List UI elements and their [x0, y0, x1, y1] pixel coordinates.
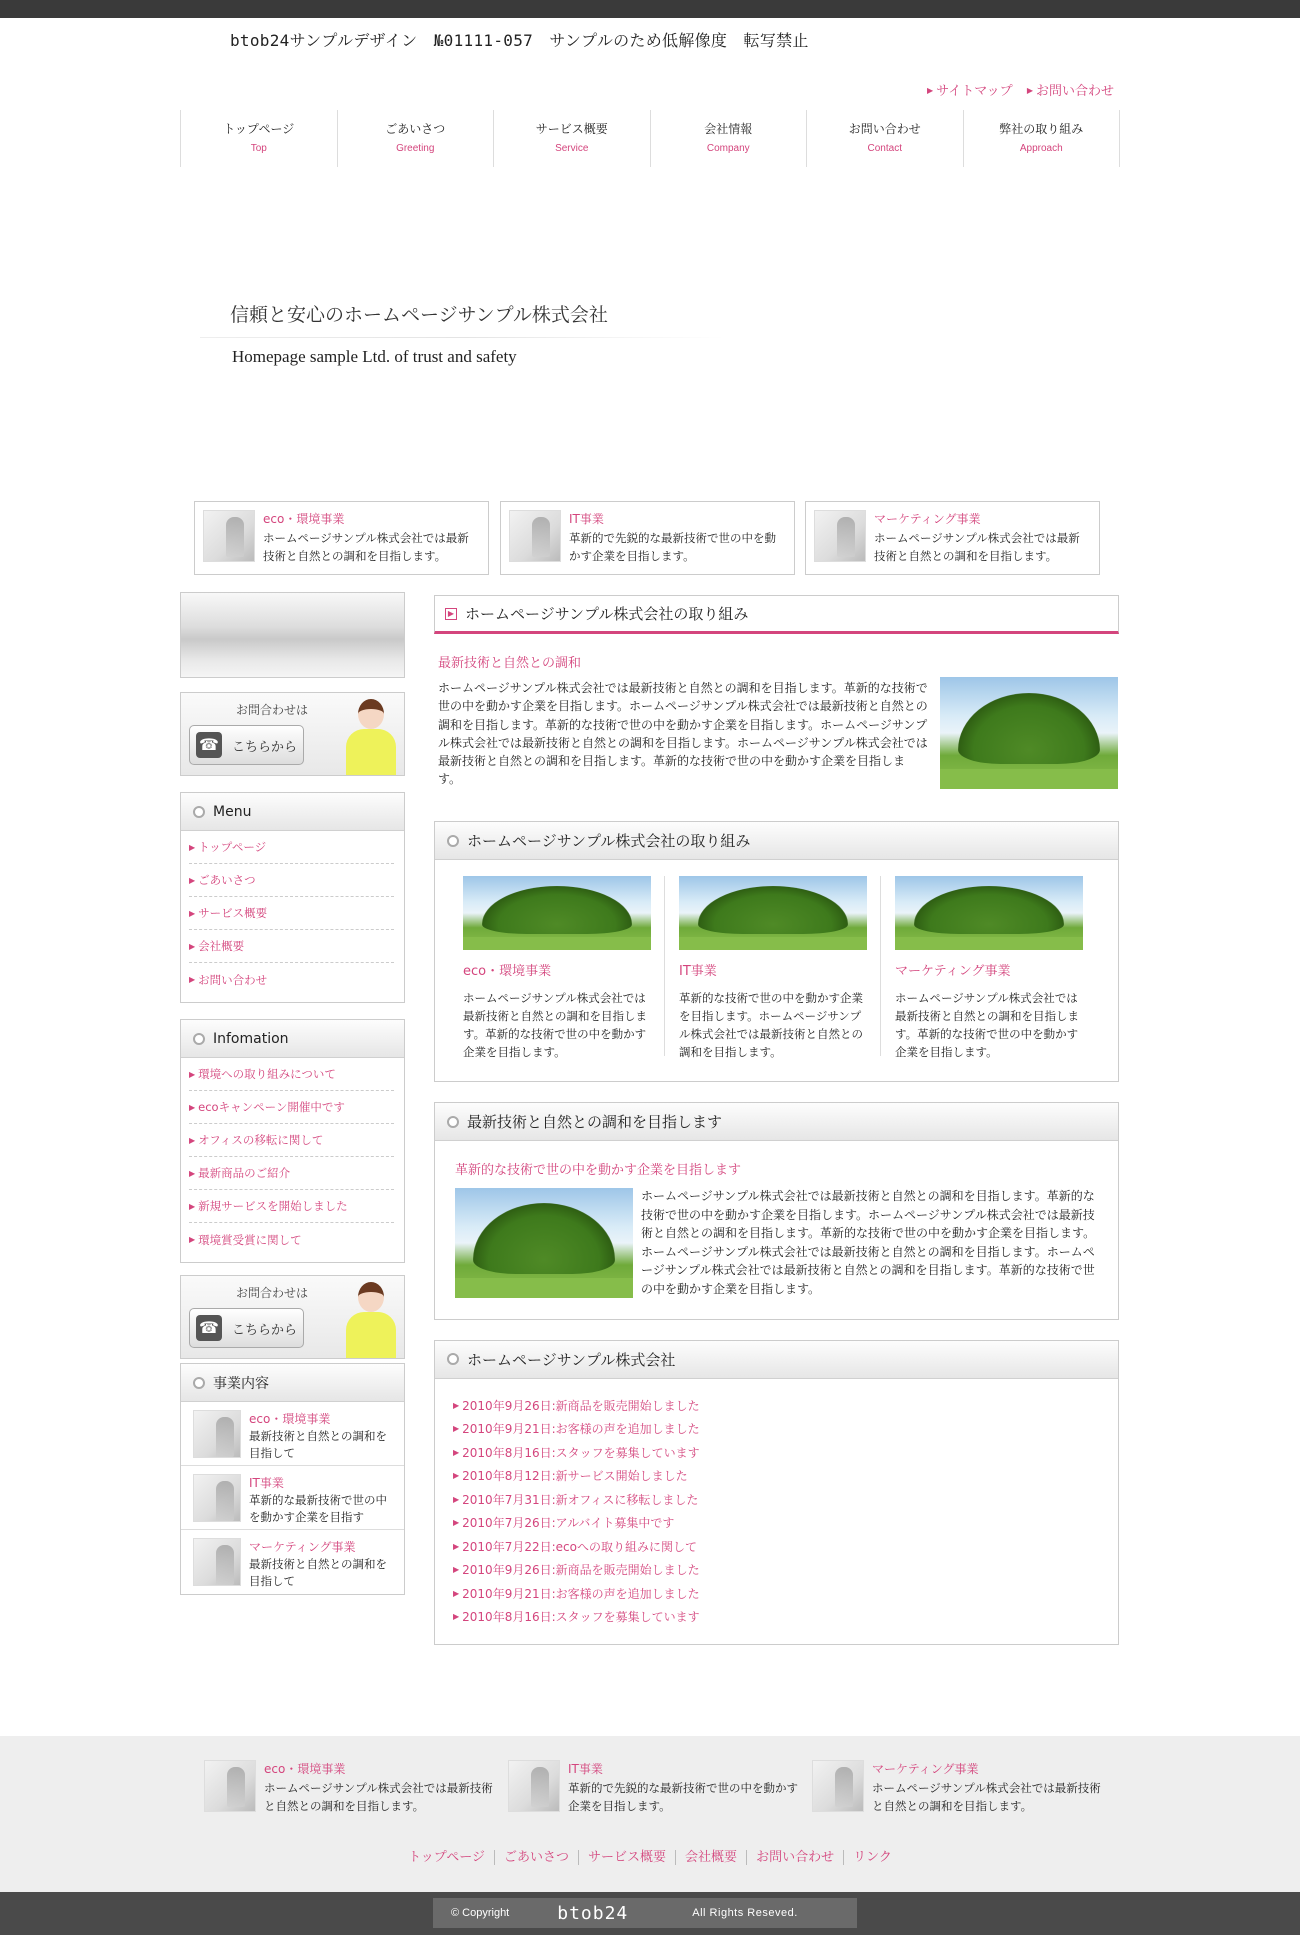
- triangle-icon: ▶: [189, 941, 196, 951]
- main-content: [434, 595, 1119, 1645]
- nav-item-approach[interactable]: [964, 110, 1121, 167]
- information-title: Infomation: [213, 1030, 289, 1047]
- triangle-icon: ▶: [189, 908, 196, 918]
- feature-title: eco・環境事業: [264, 1762, 346, 1776]
- sidebar-banner: [180, 592, 405, 678]
- feature-text: [264, 1760, 499, 1815]
- circle-bullet-icon: [447, 1116, 459, 1128]
- footer-link-contact[interactable]: お問い合わせ: [746, 1850, 843, 1865]
- nav-label: サービス概要: [535, 122, 608, 136]
- phone-icon: ☎: [196, 1315, 222, 1341]
- feature-box-marketing[interactable]: [805, 501, 1100, 575]
- business-item-it[interactable]: [181, 1466, 404, 1530]
- news-card: [434, 1340, 1119, 1645]
- business-text: [249, 1538, 398, 1590]
- news-item[interactable]: [453, 1608, 1118, 1632]
- business-text: [249, 1410, 398, 1461]
- approach-column-marketing: [895, 876, 1083, 1061]
- business-item-title: マーケティング事業: [249, 1540, 356, 1554]
- business-thumbnail: [812, 1760, 864, 1812]
- approach-column-description: 革新的な技術で世の中を動かす企業を目指します。ホームページサンプル株式会社では最新技術と自然との調和を目指します。: [679, 991, 863, 1059]
- triangle-icon: ▶: [926, 86, 934, 95]
- information-item[interactable]: [189, 1058, 394, 1091]
- menu-item-greeting[interactable]: [189, 864, 394, 897]
- copyright-bar: [0, 1892, 1300, 1935]
- triangle-icon: ▶: [453, 1494, 460, 1504]
- business-text: [249, 1474, 398, 1525]
- contact-button[interactable]: [189, 1308, 304, 1348]
- nav-sublabel: Company: [706, 143, 750, 154]
- copyright-text: © Copyright: [451, 1907, 510, 1919]
- tree-photo: [463, 876, 651, 950]
- business-item-title: IT事業: [249, 1476, 284, 1490]
- nav-item-contact[interactable]: [807, 110, 964, 167]
- feature-text: [263, 510, 480, 565]
- approach-column-it: [679, 876, 867, 1061]
- business-item-marketing[interactable]: [181, 1530, 404, 1594]
- business-thumbnail: [193, 1538, 241, 1586]
- feature-title: マーケティング事業: [874, 512, 981, 526]
- circle-bullet-icon: [193, 1377, 205, 1389]
- approach-heading-text: ホームページサンプル株式会社の取り組み: [467, 832, 751, 850]
- triangle-icon: ▶: [453, 1400, 460, 1410]
- circle-bullet-icon: [447, 1353, 459, 1365]
- operator-illustration: [340, 697, 400, 776]
- news-heading-text: ホームページサンプル株式会社: [467, 1350, 676, 1369]
- business-title: 事業内容: [213, 1375, 269, 1392]
- footer-link-company[interactable]: 会社概要: [675, 1850, 746, 1865]
- triangle-icon: ▶: [189, 1069, 196, 1079]
- menu-title: Menu: [213, 803, 252, 820]
- triangle-icon: ▶: [189, 875, 196, 885]
- feature-description: ホームページサンプル株式会社では最新技術と自然との調和を目指します。: [264, 1781, 493, 1813]
- news-item[interactable]: [453, 1514, 1118, 1538]
- menu-heading: [181, 793, 404, 831]
- footer-link-top[interactable]: トップページ: [408, 1850, 486, 1865]
- business-thumbnail: [193, 1410, 241, 1458]
- triangle-icon: ▶: [453, 1588, 460, 1598]
- feature-title: eco・環境事業: [263, 512, 345, 526]
- news-list: [435, 1379, 1118, 1644]
- nav-sublabel: Service: [555, 143, 589, 154]
- information-item-label: 最新商品のご紹介: [198, 1166, 291, 1180]
- intro-subheading: 最新技術と自然との調和: [438, 656, 582, 671]
- business-thumbnail: [204, 1760, 256, 1812]
- feature-box-it[interactable]: [500, 501, 795, 575]
- triangle-icon: ▶: [189, 1201, 196, 1211]
- approach-column-description: ホームページサンプル株式会社では最新技術と自然との調和を目指します。革新的な技術で世の中を動かす企業を目指します。: [895, 991, 1079, 1059]
- information-item-label: 環境賞受賞に関して: [198, 1232, 302, 1247]
- feature-text: [568, 1760, 803, 1815]
- tree-photo: [940, 677, 1118, 789]
- nav-sublabel: Approach: [1019, 143, 1063, 154]
- approach-heading: [435, 822, 1118, 860]
- nav-label: ごあいさつ: [385, 122, 446, 136]
- news-item-label: 2010年9月21日:お客様の声を追加しました: [462, 1586, 700, 1601]
- news-heading: [435, 1341, 1118, 1379]
- triangle-icon: ▶: [189, 1235, 196, 1244]
- menu-item-label: サービス概要: [198, 906, 268, 920]
- approach-card: [434, 821, 1119, 1082]
- business-thumbnail: [814, 510, 866, 562]
- operator-illustration: [340, 1280, 400, 1359]
- approach-column-title[interactable]: IT事業: [679, 964, 717, 979]
- feature-title: IT事業: [569, 512, 604, 526]
- nav-item-greeting[interactable]: [338, 110, 495, 167]
- triangle-icon: ▶: [453, 1447, 460, 1457]
- tree-photo: [455, 1188, 633, 1298]
- circle-bullet-icon: [193, 1033, 205, 1045]
- arrow-right-icon: ▶: [445, 608, 457, 620]
- news-item-label: 2010年9月26日:新商品を販売開始しました: [462, 1563, 700, 1578]
- feature-text: [569, 510, 786, 565]
- information-item-label: 新規サービスを開始しました: [198, 1199, 348, 1213]
- intro-section: [434, 679, 1119, 789]
- footer-nav: [0, 1846, 1300, 1865]
- sitemap-link[interactable]: [927, 84, 1013, 99]
- approach-columns: [435, 860, 1118, 1081]
- triangle-icon: ▶: [453, 1518, 460, 1528]
- business-item-description: 最新技術と自然との調和を目指して: [249, 1429, 387, 1460]
- feature-description: ホームページサンプル株式会社では最新技術と自然との調和を目指します。: [263, 531, 469, 563]
- nature-card: [434, 1102, 1119, 1320]
- business-item-eco[interactable]: [181, 1402, 404, 1466]
- nature-body: [435, 1141, 1118, 1319]
- information-item[interactable]: [189, 1091, 394, 1124]
- intro-text: ホームページサンプル株式会社では最新技術と自然との調和を目指します。革新的な技術で世の中を動かす企業を目指します。ホームページサンプル株式会社では最新技術と自然との調和を目指します。革新的な技術で世の中を動かす企業を目指します。ホームページサンプル株式会社では最新技術と自然との調和を目指します。ホームページサンプル株式会社では最新技術と自然との調和を目指します。革新的な技術で世の中を動かす企業を目指します。: [438, 681, 928, 787]
- triangle-icon: ▶: [189, 1168, 196, 1178]
- nav-item-company[interactable]: [651, 110, 808, 167]
- rights-text: All Rights Reseved.: [692, 1907, 798, 1919]
- phone-icon: ☎: [196, 732, 222, 758]
- news-item-label: 2010年8月12日:新サービス開始しました: [462, 1469, 688, 1484]
- menu-box: [180, 792, 405, 1003]
- menu-item-label: お問い合わせ: [198, 972, 268, 987]
- circle-bullet-icon: [447, 835, 459, 847]
- information-list: [181, 1058, 404, 1262]
- news-item[interactable]: [453, 1538, 1118, 1562]
- news-item-label: 2010年9月21日:お客様の声を追加しました: [462, 1422, 700, 1437]
- information-box: [180, 1019, 405, 1263]
- business-item-description: 革新的な最新技術で世の中を動かす企業を目指す: [249, 1493, 387, 1524]
- approach-column-title[interactable]: マーケティング事業: [895, 964, 1011, 979]
- business-box: [180, 1363, 405, 1595]
- feature-text: [874, 510, 1091, 565]
- business-thumbnail: [193, 1474, 241, 1522]
- nature-subheading: 革新的な技術で世の中を動かす企業を目指します: [455, 1163, 742, 1178]
- triangle-icon: ▶: [189, 842, 196, 852]
- business-item-description: 最新技術と自然との調和を目指して: [249, 1557, 387, 1588]
- feature-description: 革新的で先鋭的な最新技術で世の中を動かす企業を目指します。: [569, 531, 776, 563]
- brand-logo: btob24: [557, 1902, 629, 1924]
- business-heading: [181, 1364, 404, 1402]
- sitemap-link-label: サイトマップ: [936, 84, 1013, 99]
- feature-title: マーケティング事業: [872, 1762, 979, 1776]
- top-links: [917, 80, 1114, 99]
- footer-feature-eco[interactable]: [204, 1760, 499, 1814]
- information-item[interactable]: [189, 1124, 394, 1157]
- news-item[interactable]: [453, 1444, 1118, 1468]
- contact-banner-label: お問合わせは: [236, 1286, 309, 1300]
- menu-item-top[interactable]: [189, 831, 394, 864]
- contact-button-label: こちらから: [232, 1322, 298, 1338]
- approach-column-eco: [463, 876, 651, 1061]
- news-item[interactable]: [453, 1585, 1118, 1609]
- nav-sublabel: Greeting: [396, 143, 435, 154]
- intro-heading: [434, 595, 1119, 634]
- nav-item-service[interactable]: [494, 110, 651, 167]
- triangle-icon: ▶: [453, 1541, 460, 1551]
- information-item-label: ecoキャンペーン開催中です: [198, 1100, 345, 1114]
- contact-button[interactable]: [189, 725, 304, 765]
- triangle-icon: ▶: [453, 1471, 460, 1481]
- news-item-label: 2010年8月16日:スタッフを募集しています: [462, 1445, 700, 1460]
- nature-heading: [435, 1103, 1118, 1141]
- triangle-icon: ▶: [1026, 86, 1033, 95]
- business-item-title: eco・環境事業: [249, 1412, 331, 1426]
- contact-link-label: お問い合わせ: [1035, 84, 1114, 99]
- nature-text: ホームページサンプル株式会社では最新技術と自然との調和を目指します。革新的な技術で世の中を動かす企業を目指します。ホームページサンプル株式会社では最新技術と自然との調和を目指します。革新的な技術で世の中を動かす企業を目指します。ホームページサンプル株式会社では最新技術と自然との調和を目指します。ホームページサンプル株式会社では最新技術と自然との調和を目指します。革新的な技術で世の中を動かす企業を目指します。: [641, 1189, 1096, 1296]
- menu-item-contact[interactable]: [189, 963, 394, 996]
- menu-item-company[interactable]: [189, 930, 394, 963]
- menu-item-service[interactable]: [189, 897, 394, 930]
- triangle-icon: ▶: [453, 1612, 460, 1622]
- information-heading: [181, 1020, 404, 1058]
- news-item-label: 2010年7月31日:新オフィスに移転しました: [462, 1492, 699, 1507]
- circle-bullet-icon: [193, 806, 205, 818]
- approach-column-title[interactable]: eco・環境事業: [463, 964, 552, 979]
- intro-heading-text: ホームページサンプル株式会社の取り組み: [465, 605, 749, 623]
- hero-subtitle: Homepage sample Ltd. of trust and safety: [232, 347, 517, 366]
- top-bar: [0, 0, 1300, 18]
- copyright-box: [433, 1898, 857, 1928]
- information-item-label: 環境への取り組みについて: [198, 1067, 336, 1081]
- news-item[interactable]: [453, 1397, 1118, 1421]
- contact-banner-label: お問合わせは: [236, 703, 309, 717]
- menu-item-label: 会社概要: [198, 939, 245, 953]
- nav-item-top[interactable]: [181, 110, 338, 167]
- contact-link[interactable]: [1027, 84, 1114, 99]
- nature-heading-text: 最新技術と自然との調和を目指します: [467, 1113, 723, 1131]
- business-thumbnail: [509, 510, 561, 562]
- contact-button-label: こちらから: [232, 739, 298, 755]
- site-title: btob24サンプルデザイン №01111-057 サンプルのため低解像度 転写禁止: [230, 31, 809, 50]
- sidebar: [180, 592, 405, 1595]
- news-item[interactable]: [453, 1561, 1118, 1585]
- contact-banner-2[interactable]: [180, 1275, 405, 1359]
- menu-item-label: ごあいさつ: [198, 873, 256, 887]
- feature-description: 革新的で先鋭的な最新技術で世の中を動かす企業を目指します。: [568, 1781, 798, 1813]
- feature-text: [872, 1760, 1107, 1815]
- information-item-label: オフィスの移転に関して: [198, 1133, 324, 1147]
- feature-description: ホームページサンプル株式会社では最新技術と自然との調和を目指します。: [874, 531, 1080, 563]
- nav-label: 会社情報: [704, 122, 753, 136]
- business-thumbnail: [508, 1760, 560, 1812]
- nav-sublabel: Contact: [867, 143, 902, 154]
- footer-feature-it[interactable]: [508, 1760, 803, 1814]
- news-item-label: 2010年9月26日:新商品を販売開始しました: [462, 1398, 700, 1413]
- news-item-label: 2010年8月16日:スタッフを募集しています: [462, 1610, 700, 1625]
- footer-link-links[interactable]: リンク: [843, 1850, 901, 1865]
- news-item[interactable]: [453, 1491, 1118, 1515]
- news-item[interactable]: [453, 1420, 1118, 1444]
- tree-photo: [679, 876, 867, 950]
- tree-photo: [895, 876, 1083, 950]
- feature-box-eco[interactable]: [194, 501, 489, 575]
- information-item[interactable]: [189, 1190, 394, 1223]
- footer: [0, 1736, 1300, 1892]
- nav-sublabel: Top: [250, 143, 267, 154]
- information-item[interactable]: [189, 1157, 394, 1190]
- menu-list: [181, 831, 404, 1002]
- business-thumbnail: [203, 510, 255, 562]
- footer-link-greeting[interactable]: ごあいさつ: [494, 1850, 578, 1865]
- menu-item-label: トップページ: [198, 840, 267, 854]
- triangle-icon: ▶: [189, 1135, 196, 1145]
- feature-description: ホームページサンプル株式会社では最新技術と自然との調和を目指します。: [872, 1781, 1101, 1813]
- footer-feature-marketing[interactable]: [812, 1760, 1107, 1814]
- feature-title: IT事業: [568, 1762, 603, 1776]
- nature-row: [455, 1188, 1100, 1299]
- hero-divider: [200, 337, 725, 338]
- nav-label: 弊社の取り組み: [999, 122, 1084, 136]
- triangle-icon: ▶: [453, 1565, 460, 1575]
- approach-column-description: ホームページサンプル株式会社では最新技術と自然との調和を目指します。革新的な技術で世の中を動かす企業を目指します。: [463, 991, 647, 1059]
- triangle-icon: ▶: [453, 1424, 460, 1434]
- nav-label: お問い合わせ: [848, 122, 921, 136]
- news-item-label: 2010年7月22日:ecoへの取り組みに関して: [462, 1539, 697, 1554]
- footer-link-service[interactable]: サービス概要: [578, 1850, 675, 1865]
- triangle-icon: ▶: [189, 975, 196, 984]
- news-item-label: 2010年7月26日:アルバイト募集中です: [462, 1516, 675, 1531]
- hero-title: 信頼と安心のホームページサンプル株式会社: [230, 304, 608, 326]
- triangle-icon: ▶: [189, 1102, 196, 1112]
- information-item[interactable]: [189, 1223, 394, 1256]
- global-nav: [180, 110, 1120, 167]
- contact-banner[interactable]: [180, 692, 405, 776]
- nav-label: トップページ: [223, 122, 295, 136]
- news-item[interactable]: [453, 1467, 1118, 1491]
